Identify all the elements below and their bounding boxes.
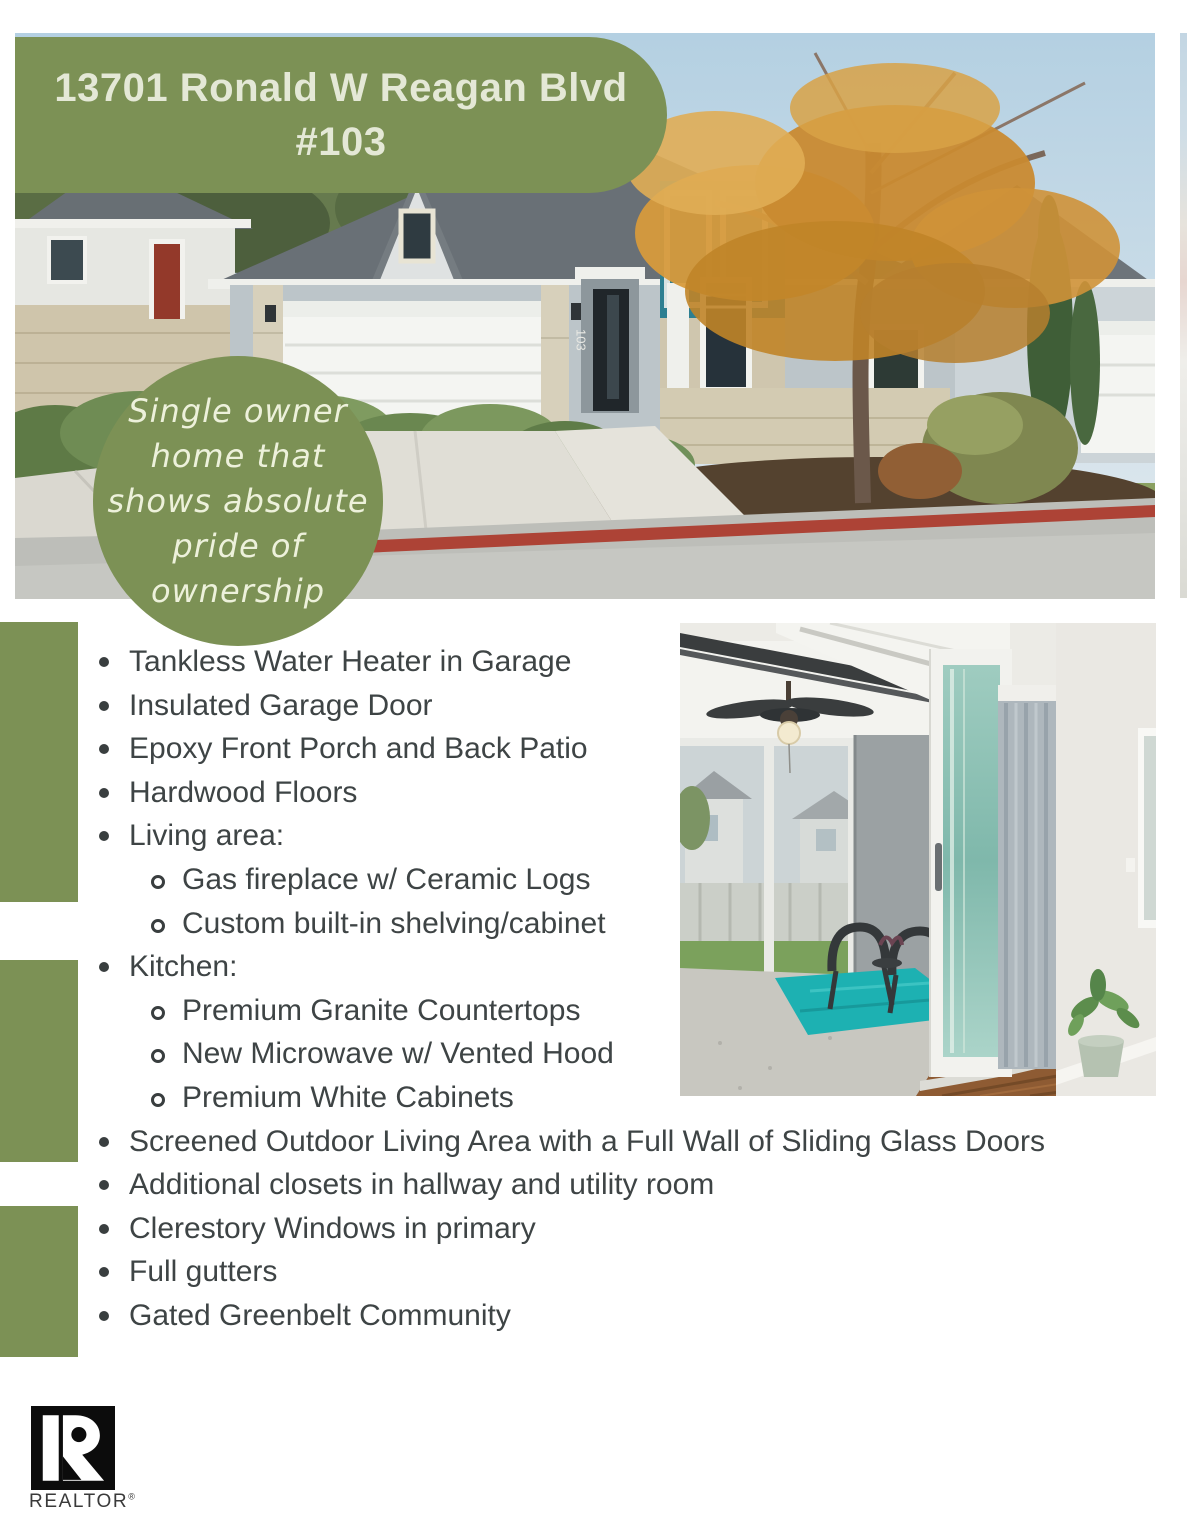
- address-line-1: 13701 Ronald W Reagan Blvd: [54, 66, 628, 110]
- feature-subitem: Gas fireplace w/ Ceramic Logs: [0, 858, 1180, 902]
- feature-subitem: Premium White Cabinets: [0, 1076, 1180, 1120]
- feature-subitem: New Microwave w/ Vented Hood: [0, 1032, 1180, 1076]
- realtor-r-icon: [30, 1406, 116, 1490]
- feature-item: Gated Greenbelt Community: [0, 1294, 1180, 1338]
- address-line-2: #103: [295, 120, 387, 164]
- realtor-logo: [30, 1406, 116, 1490]
- feature-item: Tankless Water Heater in Garage: [0, 640, 1180, 684]
- feature-item: Insulated Garage Door: [0, 684, 1180, 728]
- right-edge-photo-sliver: [1180, 33, 1187, 598]
- feature-item: Living area:: [0, 814, 1180, 858]
- feature-item: Epoxy Front Porch and Back Patio: [0, 727, 1180, 771]
- realtor-label: [29, 1491, 135, 1513]
- badge-line: Single owner: [128, 391, 348, 430]
- feature-item: Additional closets in hallway and utility room: [0, 1163, 1180, 1207]
- porch-lamp-left: [265, 305, 276, 322]
- house-number: 103: [573, 329, 589, 351]
- feature-item: Kitchen:: [0, 945, 1180, 989]
- realtor-label-text: REALTOR: [29, 1491, 129, 1512]
- feature-item: Hardwood Floors: [0, 771, 1180, 815]
- feature-item: Full gutters: [0, 1250, 1180, 1294]
- badge-line: shows absolute: [107, 481, 369, 520]
- registered-mark: ®: [128, 1491, 135, 1502]
- badge-line: pride of: [172, 526, 304, 565]
- feature-subitem: Premium Granite Countertops: [0, 989, 1180, 1033]
- badge-line: home that: [150, 436, 326, 475]
- feature-subitem: Custom built-in shelving/cabinet: [0, 902, 1180, 946]
- badge-line: ownership: [150, 571, 326, 610]
- features-list: [0, 640, 1180, 1338]
- feature-item: Screened Outdoor Living Area with a Full Wall of Sliding Glass Doors: [0, 1120, 1180, 1164]
- address-banner: [15, 37, 667, 193]
- porch-lamp-right: [571, 303, 582, 320]
- feature-item: Clerestory Windows in primary: [0, 1207, 1180, 1251]
- owner-badge: [93, 356, 383, 646]
